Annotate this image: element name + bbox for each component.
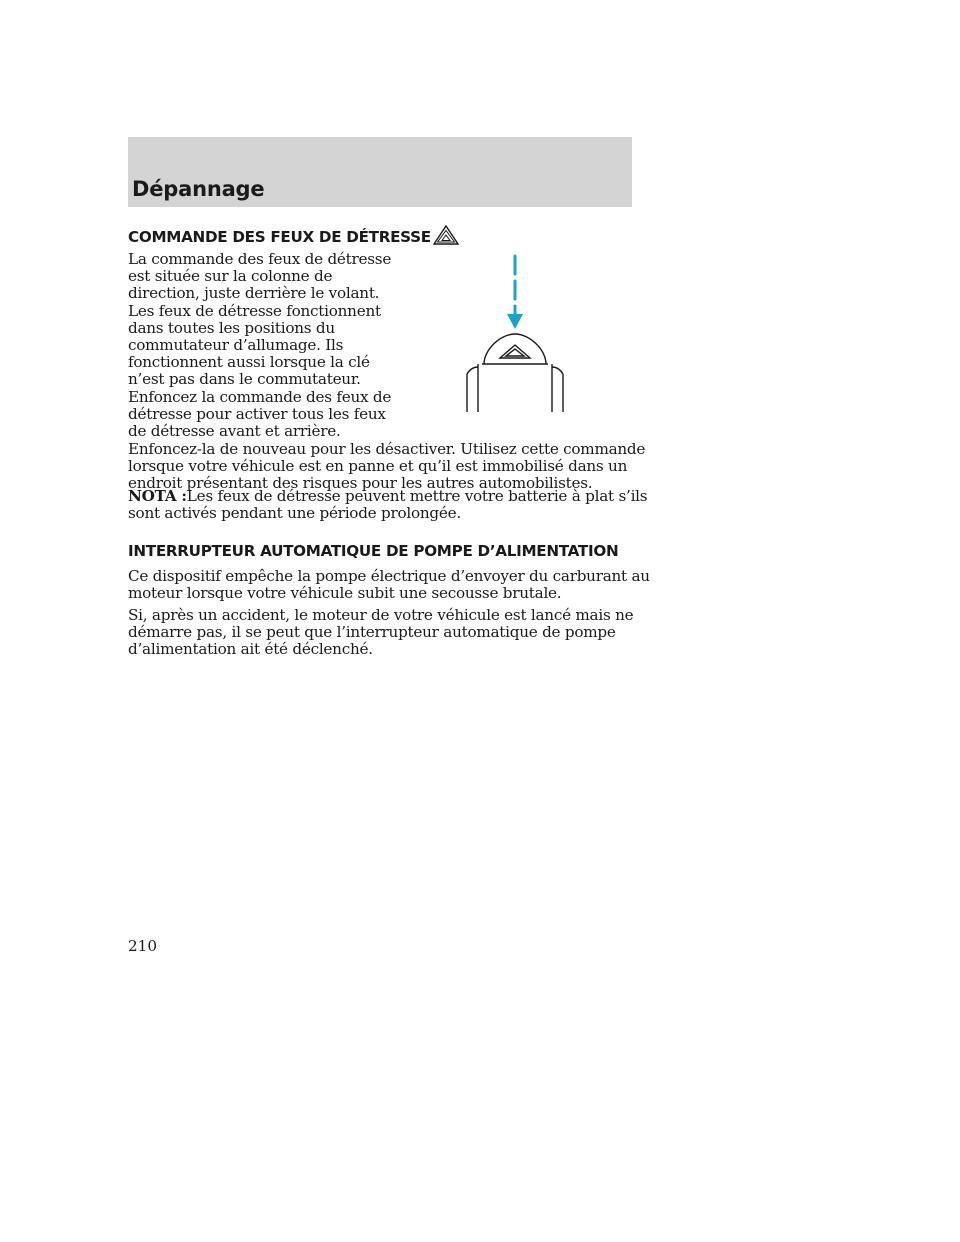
text-line: commutateur d’allumage. Ils — [128, 336, 344, 355]
fuel-pump-section-heading: INTERRUPTEUR AUTOMATIQUE DE POMPE D’ALIMENTATION — [128, 542, 619, 560]
page-title: Dépannage — [132, 177, 265, 201]
hazard-heading-text: COMMANDE DES FEUX DE DÉTRESSE — [128, 228, 431, 246]
nota-paragraph — [128, 488, 647, 522]
text-line: démarre pas, il se peut que l’interrupteur automatique de pompe — [128, 623, 616, 642]
arrow-head — [507, 314, 523, 329]
text-line: n’est pas dans le commutateur. — [128, 370, 361, 389]
hazard-warning-triangle-icon — [433, 225, 459, 249]
nota-text: Les feux de détresse peuvent mettre votre batterie à plat s’ils — [186, 487, 648, 505]
text-line: Si, après un accident, le moteur de votre véhicule est lancé mais ne — [128, 606, 634, 624]
text-line: d’alimentation ait été déclenché. — [128, 640, 373, 659]
nota-label: NOTA : — [128, 487, 187, 505]
hazard-usage-paragraph — [128, 389, 645, 492]
text-line: La commande des feux de détresse — [128, 250, 392, 268]
text-line: est située sur la colonne de — [128, 267, 333, 286]
text-line: sont activés pendant une période prolongée. — [128, 504, 461, 523]
text-line: moteur lorsque votre véhicule subit une secousse brutale. — [128, 584, 562, 603]
text-line: Ce dispositif empêche la pompe électrique d’envoyer du carburant au — [128, 567, 650, 585]
text-line: Enfoncez la commande des feux de — [128, 388, 392, 406]
text-line: lorsque votre véhicule est en panne et qu’il est immobilisé dans un — [128, 456, 628, 475]
text-line: de détresse avant et arrière. — [128, 422, 341, 441]
text-line: détresse pour activer tous les feux — [128, 405, 386, 424]
text-line — [128, 488, 647, 505]
text-line: fonctionnent aussi lorsque la clé — [128, 353, 370, 372]
page-number: 210 — [128, 937, 157, 955]
text-line: Enfoncez-la de nouveau pour les désactiver. Utilisez cette commande — [128, 439, 646, 458]
text-line: endroit présentant des risques pour les autres automobilistes. — [128, 474, 593, 493]
text-line: dans toutes les positions du — [128, 318, 335, 337]
text-line: Les feux de détresse fonctionnent — [128, 301, 381, 320]
text-line: direction, juste derrière le volant. — [128, 284, 380, 303]
fuel-pump-accident-paragraph — [128, 607, 633, 659]
hazard-section-heading — [128, 225, 459, 249]
fuel-pump-description-paragraph — [128, 568, 650, 602]
section-header-band — [128, 137, 632, 207]
hazard-description-paragraph — [128, 251, 391, 389]
